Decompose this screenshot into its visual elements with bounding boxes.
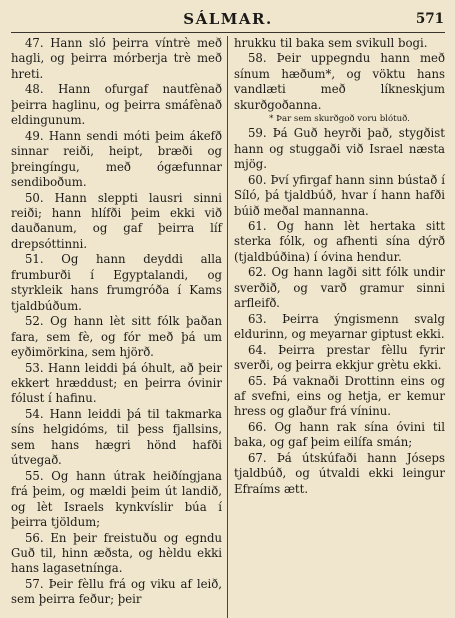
verse-58: 58. Þeir uppegndu hann með sínum hæðum*, og vöktu hans vandlæti með líkneskjum skurðgoðanna. xyxy=(234,51,445,112)
verse-63: 63. Þeirra ýngismenn svalg eldurinn, og meyarnar giptust ekki. xyxy=(234,311,445,342)
verse-61: 61. Og hann lèt hertaka sitt sterka fólk, og afhenti sína dýrð (tjaldbúðina) í óvina hendur. xyxy=(234,218,445,264)
right-column xyxy=(228,36,445,608)
verse-56: 56. En þeir freistuðu og egndu Guð til, hinn æðsta, og hèldu ekki hans lagasetnínga. xyxy=(11,530,222,576)
text-columns xyxy=(11,36,445,608)
page-header xyxy=(11,6,445,33)
left-column xyxy=(11,36,228,608)
verse-48: 48. Hann ofurgaf nautfènað þeirra haglinu, og þeirra smáfènað eldingunum. xyxy=(11,82,222,128)
page-number: 571 xyxy=(415,11,444,27)
footnote: * Þar sem skurðgoð voru blótuð. xyxy=(269,114,410,125)
verse-55: 55. Og hann útrak heiðíngjana frá þeim, og mældi þeim út landið, og lèt Israels kynkvíslir búa í þeirra tjöldum; xyxy=(11,468,222,530)
verse-65: 65. Þá vaknaði Drottinn eins og af svefni, eins og hetja, er kemur hress og glaður frá víninu. xyxy=(234,373,445,419)
column-divider xyxy=(227,36,228,618)
verse-62: 62. Og hann lagði sitt fólk undir sverðið, og varð gramur sinni arfleifð. xyxy=(234,265,445,311)
verse-64: 64. Þeirra prestar fèllu fyrir sverði, og þeirra ekkjur grètu ekki. xyxy=(234,342,445,373)
verse-50: 50. Hann sleppti lausri sinni reiði; hann hlífði þeim ekki við dauðanum, og gaf þeirra líf drepsóttinni. xyxy=(11,190,222,251)
verse-51: 51. Og hann deyddi alla frumburði í Egyptalandi, og styrkleik hans frumgróða í Kams tjaldbúðum. xyxy=(11,252,222,313)
verse-53: 53. Hann leiddi þá óhult, að þeir ekkert hræddust; en þeirra óvinir fólust í hafinu. xyxy=(11,360,222,406)
verse-54: 54. Hann leiddi þá til takmarka síns helgidóms, til þess fjallsins, sem hans hægri hönd hafði útvegað. xyxy=(11,406,222,468)
verse-60: 60. Því yfirgaf hann sinn bústað í Síló, þá tjaldbúð, hvar í hann hafði búið meðal mannanna. xyxy=(234,172,445,218)
verse-57: 57. Þeir fèllu frá og viku af leið, sem þeirra feður; þeir xyxy=(11,576,222,607)
verse-49: 49. Hann sendi móti þeim ákefð sinnar reiði, heipt, bræði og þreingíngu, með ógæfunnar sendiboðum. xyxy=(11,128,222,190)
verse-57-continued: hrukku til baka sem svikull bogi. xyxy=(234,36,428,50)
verse-47: 47. Hann sló þeirra víntrè með hagli, og þeirra mórberja trè með hreti. xyxy=(11,36,222,81)
verse-59: 59. Þá Guð heyrði það, stygðist hann og stuggaði við Israel næsta mjög. xyxy=(234,126,445,172)
verse-52: 52. Og hann lèt sitt fólk þaðan fara, sem fè, og fór með þá um eyðimörkina, sem hjörð. xyxy=(11,314,222,360)
running-head: SÁLMAR. xyxy=(183,10,273,28)
verse-67: 67. Þá útskúfaði hann Jóseps tjaldbúð, og útvaldi ekki leingur Efraíms ætt. xyxy=(234,450,445,496)
verse-66: 66. Og hann rak sína óvini til baka, og gaf þeim eilífa smán; xyxy=(234,419,445,450)
